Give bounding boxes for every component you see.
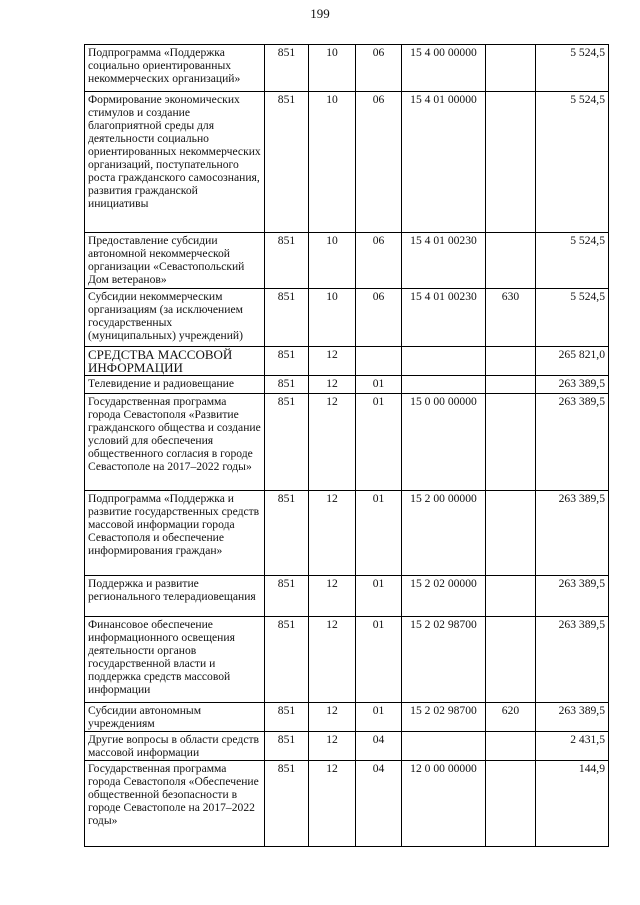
table-row — [85, 491, 609, 576]
section-code-cell: 12 — [309, 376, 356, 394]
subsection-code-cell: 01 — [356, 617, 402, 703]
subsection-code-cell: 06 — [356, 289, 402, 347]
expense-type-cell — [486, 45, 536, 92]
row-name-cell: Субсидии некоммерческим организациям (за исключением государственных (муниципальных) учреждений) — [85, 289, 265, 347]
table-row — [85, 761, 609, 847]
section-code-cell: 12 — [309, 394, 356, 491]
ved-code-cell: 851 — [265, 761, 309, 847]
row-name-cell: Субсидии автономным учреждениям — [85, 703, 265, 732]
amount-cell: 263 389,5 — [536, 491, 609, 576]
target-article-cell: 15 2 02 98700 — [402, 617, 486, 703]
budget-table-body — [85, 45, 609, 847]
section-code-cell: 12 — [309, 732, 356, 761]
amount-cell: 5 524,5 — [536, 289, 609, 347]
ved-code-cell: 851 — [265, 376, 309, 394]
amount-cell: 263 389,5 — [536, 576, 609, 617]
subsection-code-cell: 04 — [356, 761, 402, 847]
table-row — [85, 376, 609, 394]
target-article-cell: 15 4 01 00230 — [402, 233, 486, 289]
section-code-cell: 10 — [309, 233, 356, 289]
section-code-cell: 12 — [309, 617, 356, 703]
table-row — [85, 45, 609, 92]
table-row — [85, 394, 609, 491]
subsection-code-cell: 06 — [356, 92, 402, 233]
subsection-code-cell: 01 — [356, 491, 402, 576]
expense-type-cell — [486, 233, 536, 289]
target-article-cell — [402, 347, 486, 376]
section-code-cell: 10 — [309, 45, 356, 92]
subsection-code-cell: 01 — [356, 576, 402, 617]
amount-cell: 263 389,5 — [536, 617, 609, 703]
target-article-cell: 15 2 02 98700 — [402, 703, 486, 732]
table-row — [85, 92, 609, 233]
section-code-cell: 10 — [309, 92, 356, 233]
expense-type-cell — [486, 576, 536, 617]
row-name-cell: Телевидение и радиовещание — [85, 376, 265, 394]
row-name-cell: Другие вопросы в области средств массовой информации — [85, 732, 265, 761]
table-row — [85, 576, 609, 617]
target-article-cell: 15 4 01 00230 — [402, 289, 486, 347]
expense-type-cell — [486, 394, 536, 491]
subsection-code-cell: 06 — [356, 45, 402, 92]
section-header-row — [85, 347, 609, 376]
expense-type-cell — [486, 761, 536, 847]
target-article-cell — [402, 732, 486, 761]
row-name-cell: Финансовое обеспечение информационного освещения деятельности органов государственной власти и поддержка средств массовой информации — [85, 617, 265, 703]
expense-type-cell: 620 — [486, 703, 536, 732]
ved-code-cell: 851 — [265, 732, 309, 761]
ved-code-cell: 851 — [265, 491, 309, 576]
subsection-code-cell — [356, 347, 402, 376]
target-article-cell: 15 4 01 00000 — [402, 92, 486, 233]
target-article-cell: 15 2 02 00000 — [402, 576, 486, 617]
ved-code-cell: 851 — [265, 289, 309, 347]
row-name-cell: Формирование экономических стимулов и создание благоприятной среды для деятельности социально ориентированных некоммерческих организаций, поступательного роста гражданского самосознания, развития гражданской инициативы — [85, 92, 265, 233]
section-code-cell: 12 — [309, 761, 356, 847]
expense-type-cell — [486, 347, 536, 376]
amount-cell: 5 524,5 — [536, 92, 609, 233]
amount-cell: 263 389,5 — [536, 703, 609, 732]
subsection-code-cell: 01 — [356, 703, 402, 732]
row-name-cell: Подпрограмма «Поддержка социально ориентированных некоммерческих организаций» — [85, 45, 265, 92]
ved-code-cell: 851 — [265, 576, 309, 617]
section-code-cell: 12 — [309, 703, 356, 732]
amount-cell: 263 389,5 — [536, 376, 609, 394]
section-code-cell: 12 — [309, 576, 356, 617]
ved-code-cell: 851 — [265, 703, 309, 732]
amount-cell: 265 821,0 — [536, 347, 609, 376]
amount-cell: 263 389,5 — [536, 394, 609, 491]
row-name-cell: Государственная программа города Севастополя «Развитие гражданского общества и создание условий для обеспечения общественного согласия в городе Севастополе на 2017–2022 годы» — [85, 394, 265, 491]
amount-cell: 5 524,5 — [536, 233, 609, 289]
expense-type-cell — [486, 92, 536, 233]
subsection-code-cell: 01 — [356, 376, 402, 394]
table-row — [85, 233, 609, 289]
target-article-cell: 15 4 00 00000 — [402, 45, 486, 92]
ved-code-cell: 851 — [265, 617, 309, 703]
expense-type-cell — [486, 376, 536, 394]
section-code-cell: 12 — [309, 491, 356, 576]
target-article-cell — [402, 376, 486, 394]
ved-code-cell: 851 — [265, 394, 309, 491]
ved-code-cell: 851 — [265, 347, 309, 376]
amount-cell: 144,9 — [536, 761, 609, 847]
expense-type-cell — [486, 732, 536, 761]
section-code-cell: 10 — [309, 289, 356, 347]
row-name-cell: Подпрограмма «Поддержка и развитие государственных средств массовой информации города Севастополя и обеспечение информирования граждан» — [85, 491, 265, 576]
amount-cell: 5 524,5 — [536, 45, 609, 92]
table-row — [85, 703, 609, 732]
table-row — [85, 289, 609, 347]
ved-code-cell: 851 — [265, 233, 309, 289]
budget-table — [84, 44, 609, 847]
ved-code-cell: 851 — [265, 92, 309, 233]
row-name-cell: Поддержка и развитие регионального телерадиовещания — [85, 576, 265, 617]
subsection-code-cell: 01 — [356, 394, 402, 491]
ved-code-cell: 851 — [265, 45, 309, 92]
target-article-cell: 15 0 00 00000 — [402, 394, 486, 491]
subsection-code-cell: 06 — [356, 233, 402, 289]
row-name-cell: Государственная программа города Севастополя «Обеспечение общественной безопасности в городе Севастополе на 2017–2022 годы» — [85, 761, 265, 847]
page-number: 199 — [310, 6, 330, 21]
row-name-cell: Предоставление субсидии автономной некоммерческой организации «Севастопольский Дом ветеранов» — [85, 233, 265, 289]
table-row — [85, 732, 609, 761]
expense-type-cell: 630 — [486, 289, 536, 347]
amount-cell: 2 431,5 — [536, 732, 609, 761]
expense-type-cell — [486, 617, 536, 703]
expense-type-cell — [486, 491, 536, 576]
row-name-cell: СРЕДСТВА МАССОВОЙ ИНФОРМАЦИИ — [85, 347, 265, 376]
subsection-code-cell: 04 — [356, 732, 402, 761]
table-row — [85, 617, 609, 703]
target-article-cell: 15 2 00 00000 — [402, 491, 486, 576]
target-article-cell: 12 0 00 00000 — [402, 761, 486, 847]
section-code-cell: 12 — [309, 347, 356, 376]
